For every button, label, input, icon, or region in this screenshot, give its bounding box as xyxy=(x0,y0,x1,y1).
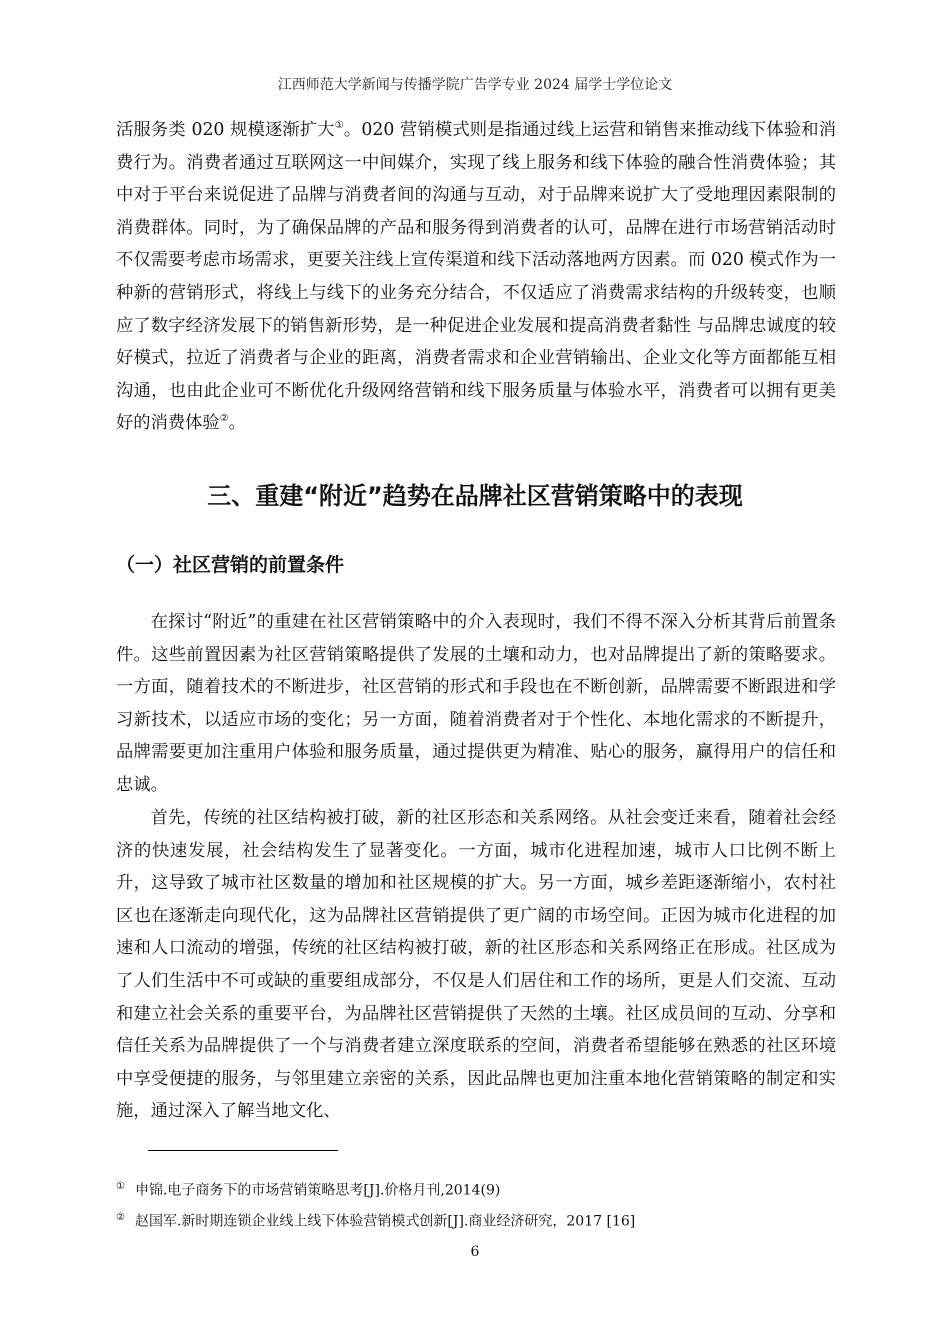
section-heading: 三、重建“附近”趋势在品牌社区营销策略中的表现 xyxy=(207,482,743,510)
page-number: 6 xyxy=(470,1244,480,1260)
subsection-heading: （一）社区营销的前置条件 xyxy=(116,554,345,576)
footnote-1-text: 申锦.电子商务下的市场营销策略思考[J].价格月刊,2014(9) xyxy=(134,1182,501,1199)
footnote-ref-2[interactable]: ② xyxy=(219,413,229,425)
footnote-1-mark: ① xyxy=(116,1181,125,1192)
footnote-ref-1[interactable]: ① xyxy=(334,120,344,132)
body-paragraph-2: 首先，传统的社区结构被打破，新的社区形态和关系网络。从社会变迁来看，随着社会经济的快速发展，社会结构发生了显著变化。一方面，城市化进程加速，城市人口比例不断上升，这导致了城市社区数量的增加和社区规模的扩大。另一方面，城乡差距逐渐缩小，农村社区也在逐渐走向现代化，这为品牌社区营销提供了更广阔的市场空间。正因为城市化进程的加速和人口流动的增强，传统的社区结构被打破，新的社区形态和关系网络正在形成。社区成为了人们生活中不可或缺的重要组成部分，不仅是人们居住和工作的场所，更是人们交流、互动和建立社会关系的重要平台，为品牌社区营销提供了天然的土壤。社区成员间的互动、分享和信任关系为品牌提供了一个与消费者建立深度联系的空间，消费者希望能够在熟悉的社区环境中享受便捷的服务，与邻里建立亲密的关系，因此品牌也更加注重本地化营销策略的制定和实施，通过深入了解当地文化、 xyxy=(116,808,836,1122)
running-header: 江西师范大学新闻与传播学院广告学专业 2024 届学士学位论文 xyxy=(277,77,673,93)
footnote-2 xyxy=(116,1208,635,1232)
intro-text-c: 。 xyxy=(228,413,246,434)
footnote-2-mark: ② xyxy=(116,1212,125,1223)
intro-text-a: 活服务类 020 规模逐渐扩大 xyxy=(116,120,335,140)
footnote-1 xyxy=(116,1177,500,1201)
intro-paragraph xyxy=(116,114,836,440)
intro-text-b: 。020 营销模式则是指通过线上运营和销售来推动线下体验和消费行为。消费者通过互联网这一中间媒介，实现了线上服务和线下体验的融合性消费体验；其中对于平台来说促进了品牌与消费者间的沟通与互动，对于品牌来说扩大了受地理因素限制的消费群体。同时，为了确保品牌的产品和服务得到消费者的认可，品牌在进行市场营销活动时不仅需要考虑市场需求，更要关注线上宣传渠道和线下活动落地两方因素。而 020 模式作为一种新的营销形式，将线上与线下的业务充分结合，不仅适应了消费需求结构的升级转变，也顺应了数字经济发展下的销售新形势，是一种促进企业发展和提高消费者黏性 与品牌忠诚度的较好模式，拉近了消费者与企业的距离，消费者需求和企业营销输出、企业文化等方面都能互相沟通，也由此企业可不断优化升级网络营销和线下服务质量与体验水平，消费者可以拥有更美好的消费体验 xyxy=(116,120,836,434)
footnote-divider xyxy=(148,1150,338,1151)
footnote-2-text: 赵国军.新时期连锁企业线上线下体验营销模式创新[J].商业经济研究，2017 [16] xyxy=(134,1213,636,1230)
body-paragraph-1: 在探讨“附近”的重建在社区营销策略中的介入表现时，我们不得不深入分析其背后前置条件。这些前置因素为社区营销策略提供了发展的土壤和动力，也对品牌提出了新的策略要求。一方面，随着技术的不断进步，社区营销的形式和手段也在不断创新，品牌需要不断跟进和学习新技术，以适应市场的变化；另一方面，随着消费者对于个性化、本地化需求的不断提升，品牌需要更加注重用户体验和服务质量，通过提供更为精准、贴心的服务，赢得用户的信任和忠诚。 xyxy=(116,612,836,795)
